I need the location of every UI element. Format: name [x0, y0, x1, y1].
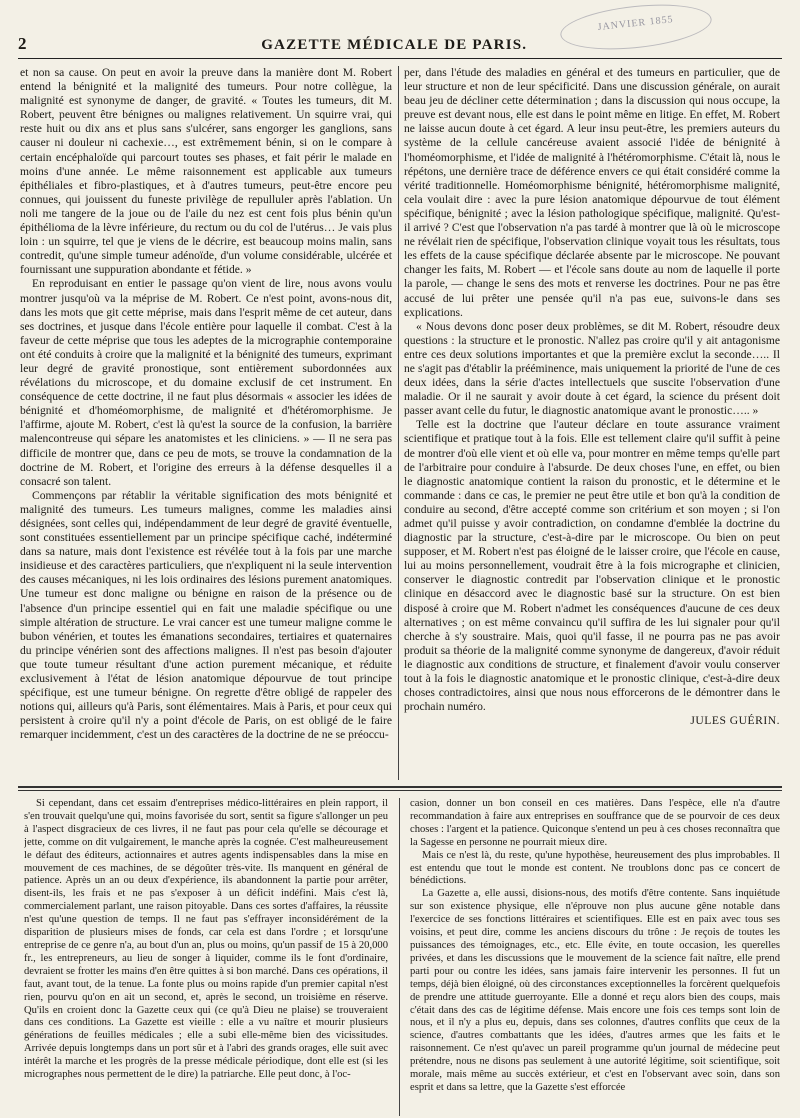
paragraph: La Gazette a, elle aussi, disions-nous, des motifs d'être contente. Sans inquiétude sur son existence physique, elle n'éprouve non plus aucune gêne notable dans l'exercice de ses fonctions littéraires et scientifiques. Elle est en paix avec tous ses voisins, et peut dire, comme les anciens discours du trône : Je reçois de toutes les puissances des témoignages, etc., etc. Elle évite, en toute occasion, les querelles privées, et dans les discussions que le mouvement de la science fait naître, elle prend parti pour ou contre les idées, sans jamais faire intervenir les personnes. Il fut un temps, déjà bien éloigné, où des circonstances exceptionnelles la forcèrent quelquefois de prendre une attitude guerroyante. Elle a donné et reçu alors bien des coups, mais c'était dans des cas de légitime défense. Mais encore une fois ces temps sont loin de nous, et il n'y a plus eu, depuis, dans ses colonnes, d'autres conflits que ceux de la science, d'autres combattants que les idées, d'autres armes que les faits et le raisonnement. Ce n'est qu'avec un pareil programme qu'un journal de médecine peut prétendre, nous ne disons pas seulement à une autorité légitime, soit scientifique, soit morale, mais même au succès extérieur, et c'est en l'observant avec soin, dans son esprit et dans sa lettre, que la Gazette s'est efforcée [410, 888, 780, 1093]
page-number: 2 [18, 34, 27, 53]
paragraph: Mais ce n'est là, du reste, qu'une hypothèse, heureusement des plus improbables. Il est entendu que tout le monde est content. Ne troublons donc pas ce concert de bénédictions. [410, 849, 780, 887]
feuilleton-left-column [24, 798, 388, 1114]
paragraph: Si cependant, dans cet essaim d'entreprises médico-littéraires en plein rapport, il s'en trouvait quelqu'une qui, moins favorisée du sort, sentit sa figure s'allonger un peu à l'aspect disgracieux de ces livres, il ne faut pas pour cela qu'elle se décourage et jette, comme on dit vulgairement, le manche après la cognée. C'est malheureusement le défaut des éditeurs, actionnaires et autres agents indispensables dans la mise en mouvement de ces machines, de se dégoûter très-vite. Ils manquent en général de patience. Après un an ou deux d'expérience, ils abandonnent la partie pour arrêter, disent-ils, les frais et ne pas s'exposer à un déficit indéfini. Mais c'est là, commercialement parlant, une raison pitoyable. Dans ces sortes d'affaires, la réussite n'est qu'une question de temps. Il ne faut pas s'effrayer inconsidérément de la disparition de plusieurs mises de fonds, car cela est dans l'ordre ; et lorsqu'une entreprise de ce genre n'a, au bout d'un an, plus ou moins, qu'un passif de 15 à 20,000 fr., les entrepreneurs, au lieu de songer à liquider, comme ils le font d'ordinaire, devraient se frotter les mains d'en être quittes à si bon marché. Dans ces opérations, il faut, avant tout, de la tenue. La fonte plus ou moins rapide d'un premier capital n'est rien, pourvu qu'on en ait un second, et, après le second, un troisième en réserve. Qu'ils en croient donc la Gazette ceux qui (ce qu'à Dieu ne plaise) se trouveraient dans ces conditions. La Gazette est vieille : elle a vu naître et mourir plusieurs générations de feuilles médicales ; elle a subi elle-même bien des vicissitudes. Arrivée depuis longtemps dans un port sûr et à l'abri des grands orages, elle suit avec intérêt la marche et les progrès de la presse médicale périodique, dont elle est (si les micrographes nous permettent de le dire) la patriarche. Elle peut donc, à l'oc- [24, 798, 388, 1081]
paragraph: Commençons par rétablir la véritable signification des mots bénignité et malignité des tumeurs. Les tumeurs malignes, comme les maladies ainsi désignées, sont celles qui, indépendamment de leur degré de gravité éventuelle, sont constituées essentiellement par un principe spécifique caché, indéterminé dans sa nature, mais dont l'existence est révélée tout à la fois par une marche insidieuse et des caractères particuliers, que n'expliquent ni la seule intervention des causes mécaniques, ni les lois ordinaires des lésions purement anatomiques. Une tumeur est donc maligne ou bénigne en raison de la présence ou de l'absence d'un principe essentiel qui en fait une maladie spécifique ou une simple altération de structure. Le vrai cancer est une tumeur maligne comme le bubon vénérien, et toutes les émanations secondaires, tertiaires et quaternaires du principe vénérien sont des affections malignes. Il n'est pas besoin d'ajouter que toute tumeur résultant d'une action purement mécanique, et réduite exclusivement à l'état de lésion anatomique dépourvue de tout principe spécifique, est une tumeur bénigne. On regrette d'être obligé de rappeler des notions qui, ailleurs qu'à Paris, sont élémentaires. Mais à Paris, et pour ceux qui persistent à croire qu'il n'y a point d'école de Paris, on est obligé de le faire remarquer incidemment, c'est un des caractères de la doctrine de ne se préoccu- [20, 488, 392, 742]
paragraph: En reproduisant en entier le passage qu'on vient de lire, nous avons voulu montrer jusqu'où va la méprise de M. Robert. Ce n'est point, avons-nous dit, dans les mots que git cette méprise, mais dans l'esprit même de cet auteur, dans ses doctrines, et jusque dans l'école entière pour laquelle il combat. C'est à la faveur de cette méprise que tous les adeptes de la micrographie contemporaine ont été conduits à croire que la malignité et la bénignité des tumeurs, exprimant leur degré de gravité pronostique, sont entièrement subordonnées aux révélations du microscope, et du domaine exclusif de cet instrument. En conséquence de cette doctrine, il ne faut plus désormais « associer les idées de bénignité et d'homéomorphisme, de malignité et d'hétéromorphisme. Je l'affirme, ajoute M. Robert, c'est là qu'est la source de la confusion, la barrière malencontreuse qui sépare les anatomistes et les cliniciens. » — Il ne sera pas difficile de montrer que, dans ce peu de mots, se trouve la condamnation de la doctrine de M. Robert, et l'origine des erreurs à la défense desquelles il a consacré son talent. [20, 277, 392, 488]
feuilleton-divider [399, 798, 400, 1116]
feuilleton-right-column [410, 798, 780, 1114]
paragraph: Telle est la doctrine que l'auteur déclare en toute assurance vraiment scientifique et pratique tout à la fois. Elle est tellement claire qu'il suffit à peine de montrer d'où elle vient et où elle va, pour montrer en même temps qu'elle part de l'arbitraire pour conduire à l'absurde. De deux choses l'une, en effet, ou bien le diagnostic anatomique contient la raison du pronostic, et le détermine et le commande : dans ce cas, le premier ne peut être utile et bon qu'à la condition de conduire au second, d'être accepté comme son critérium et son moyen ; si l'on admet qu'il puisse y avoir contradiction, on condamne d'emblée la doctrine du diagnostic par la structure, c'est-à-dire par le microscope. Ou bien on peut supposer, et M. Robert n'est pas éloigné de le laisser croire, que l'école en cause, lui au moins personnellement, voudrait être à la fois micrographe et clinicien, conserver le diagnostic contredit par l'observation clinique et le pronostic clinique en désaccord avec le diagnostic basé sur la structure. On est bien disposé à croire que M. Robert n'admet les conséquences d'aucune de ces deux alternatives ; on est même convaincu qu'il suffira de les lui signaler pour qu'il cherche à s'y soustraire. Mais, quoi qu'il fasse, il ne pourra pas ne pas avoir produit sa théorie de la malignité comme synonyme de dangereux, d'avoir réduit le diagnostic aux conditions de structure, et finalement d'avoir voulu conserver tout à la fois le diagnostic anatomique et le pronostic clinique, c'est-à-dire deux choses contradictoires, ainsi que nous nous efforcerons de le démontrer dans le prochain numéro. [404, 418, 780, 714]
author-signature: JULES GUÉRIN. [690, 714, 780, 728]
masthead-title: GAZETTE MÉDICALE DE PARIS. [261, 37, 528, 53]
paragraph: casion, donner un bon conseil en ces matières. Dans l'espèce, elle n'a d'autre recommandation à faire aux entreprises en souffrance que de se pourvoir de ces deux choses : l'argent et la patience. Quiconque s'entend un peu à ces choses reconnaîtra que la Sagesse en personne ne pourrait mieux dire. [410, 798, 780, 848]
article-left-column [20, 66, 392, 778]
paragraph: et non sa cause. On peut en avoir la preuve dans la manière dont M. Robert entend la bénignité et la malignité des tumeurs. Pour notre collègue, la malignité est synonyme de danger, de gravité. « Toutes les tumeurs, dit M. Robert, peuvent être bénignes ou malignes relativement. Un squirre vrai, qui reste huit ou dix ans et plus sans s'ulcérer, sans engorger les ganglions, sans causer ni douleur ni cachexie…, est extrêmement bénin, si on le compare à certain encéphaloïde qui parcourt toutes ses phases, et fait périr le malade en moins d'une année. Le même raisonnement est applicable aux tumeurs épithéliales et fibro-plastiques, et à d'autres tumeurs, peut-être encore peu connues, qui jouissent du funeste privilège de repulluler après l'ablation. Un noli me tangere de la joue ou de l'aile du nez est cent fois plus bénin qu'un épithélioma de la lèvre inférieure, du rectum ou du col de l'utérus… Je vais plus loin : un squirre, tel que je viens de le décrire, est beaucoup moins malin, sans contredit, qu'une simple tumeur adénoïde, d'un volume considérable, ulcérée et fournissant une suppuration abondante et fétide. » [20, 66, 392, 277]
paragraph: « Nous devons donc poser deux problèmes, se dit M. Robert, résoudre deux questions : la structure et le pronostic. N'allez pas croire qu'il y ait antagonisme entre ces deux solutions importantes et que la première exclut la seconde….. Il ne s'agit pas d'établir la prééminence, mais uniquement la priorité de l'une de ces deux idées, dans la série d'actes intellectuels que suscite l'observation d'une maladie. Or il ne saurait y avoir doute à cet égard, la science du présent doit passer avant celle du futur, le diagnostic anatomique avant le pronostic….. » [404, 319, 780, 418]
stamp-text: JANVIER 1855 [597, 14, 675, 33]
article-right-column [404, 66, 780, 778]
page-header [18, 34, 782, 59]
feuilleton-rule [18, 786, 782, 788]
feuilleton-rule-thin [18, 790, 782, 791]
column-divider [398, 66, 399, 780]
paragraph: per, dans l'étude des maladies en général et des tumeurs en particulier, que de leur structure et non de leur spécificité. Dans une discussion générale, on aurait beau jeu de décliner cette détermination ; dans la discussion qui nous occupe, la preuve est devant nous, elle est dans le point même en litige. En effet, M. Robert ne laisse aucun doute à cet égard. A leur insu peut-être, les premiers auteurs du système de la cellule cancéreuse avaient associé l'idée de bénignité à l'homéomorphisme, et l'idée de malignité à l'hétéromorphisme. C'était là, nous le répétons, une dernière trace de déférence envers ce qui était considéré comme la vérité traditionnelle. Homéomorphisme bénignité, hétéromorphisme malignité, cela voulait dire : avec la pure lésion anatomique dépourvue de tout élément spécifique, bénignité ; avec la lésion pathologique spécifique, malignité. Qu'est-il arrivé ? C'est que l'observation n'a pas tardé à montrer que là où le microscope ne révélait rien de spécifique, l'observation clinique voyait tous les résultats, tous les effets de la cause spécifique déclarée absente par le microscope. Ne pouvant changer les faits, M. Robert — et l'école sans doute au nom de laquelle il porte la parole, — change le sens des mots et renverse les doctrines. Pour ne pas être accusé de lui prêter une pensée qu'il n'a pas eue, suivons-le dans ses explications. [404, 66, 780, 319]
